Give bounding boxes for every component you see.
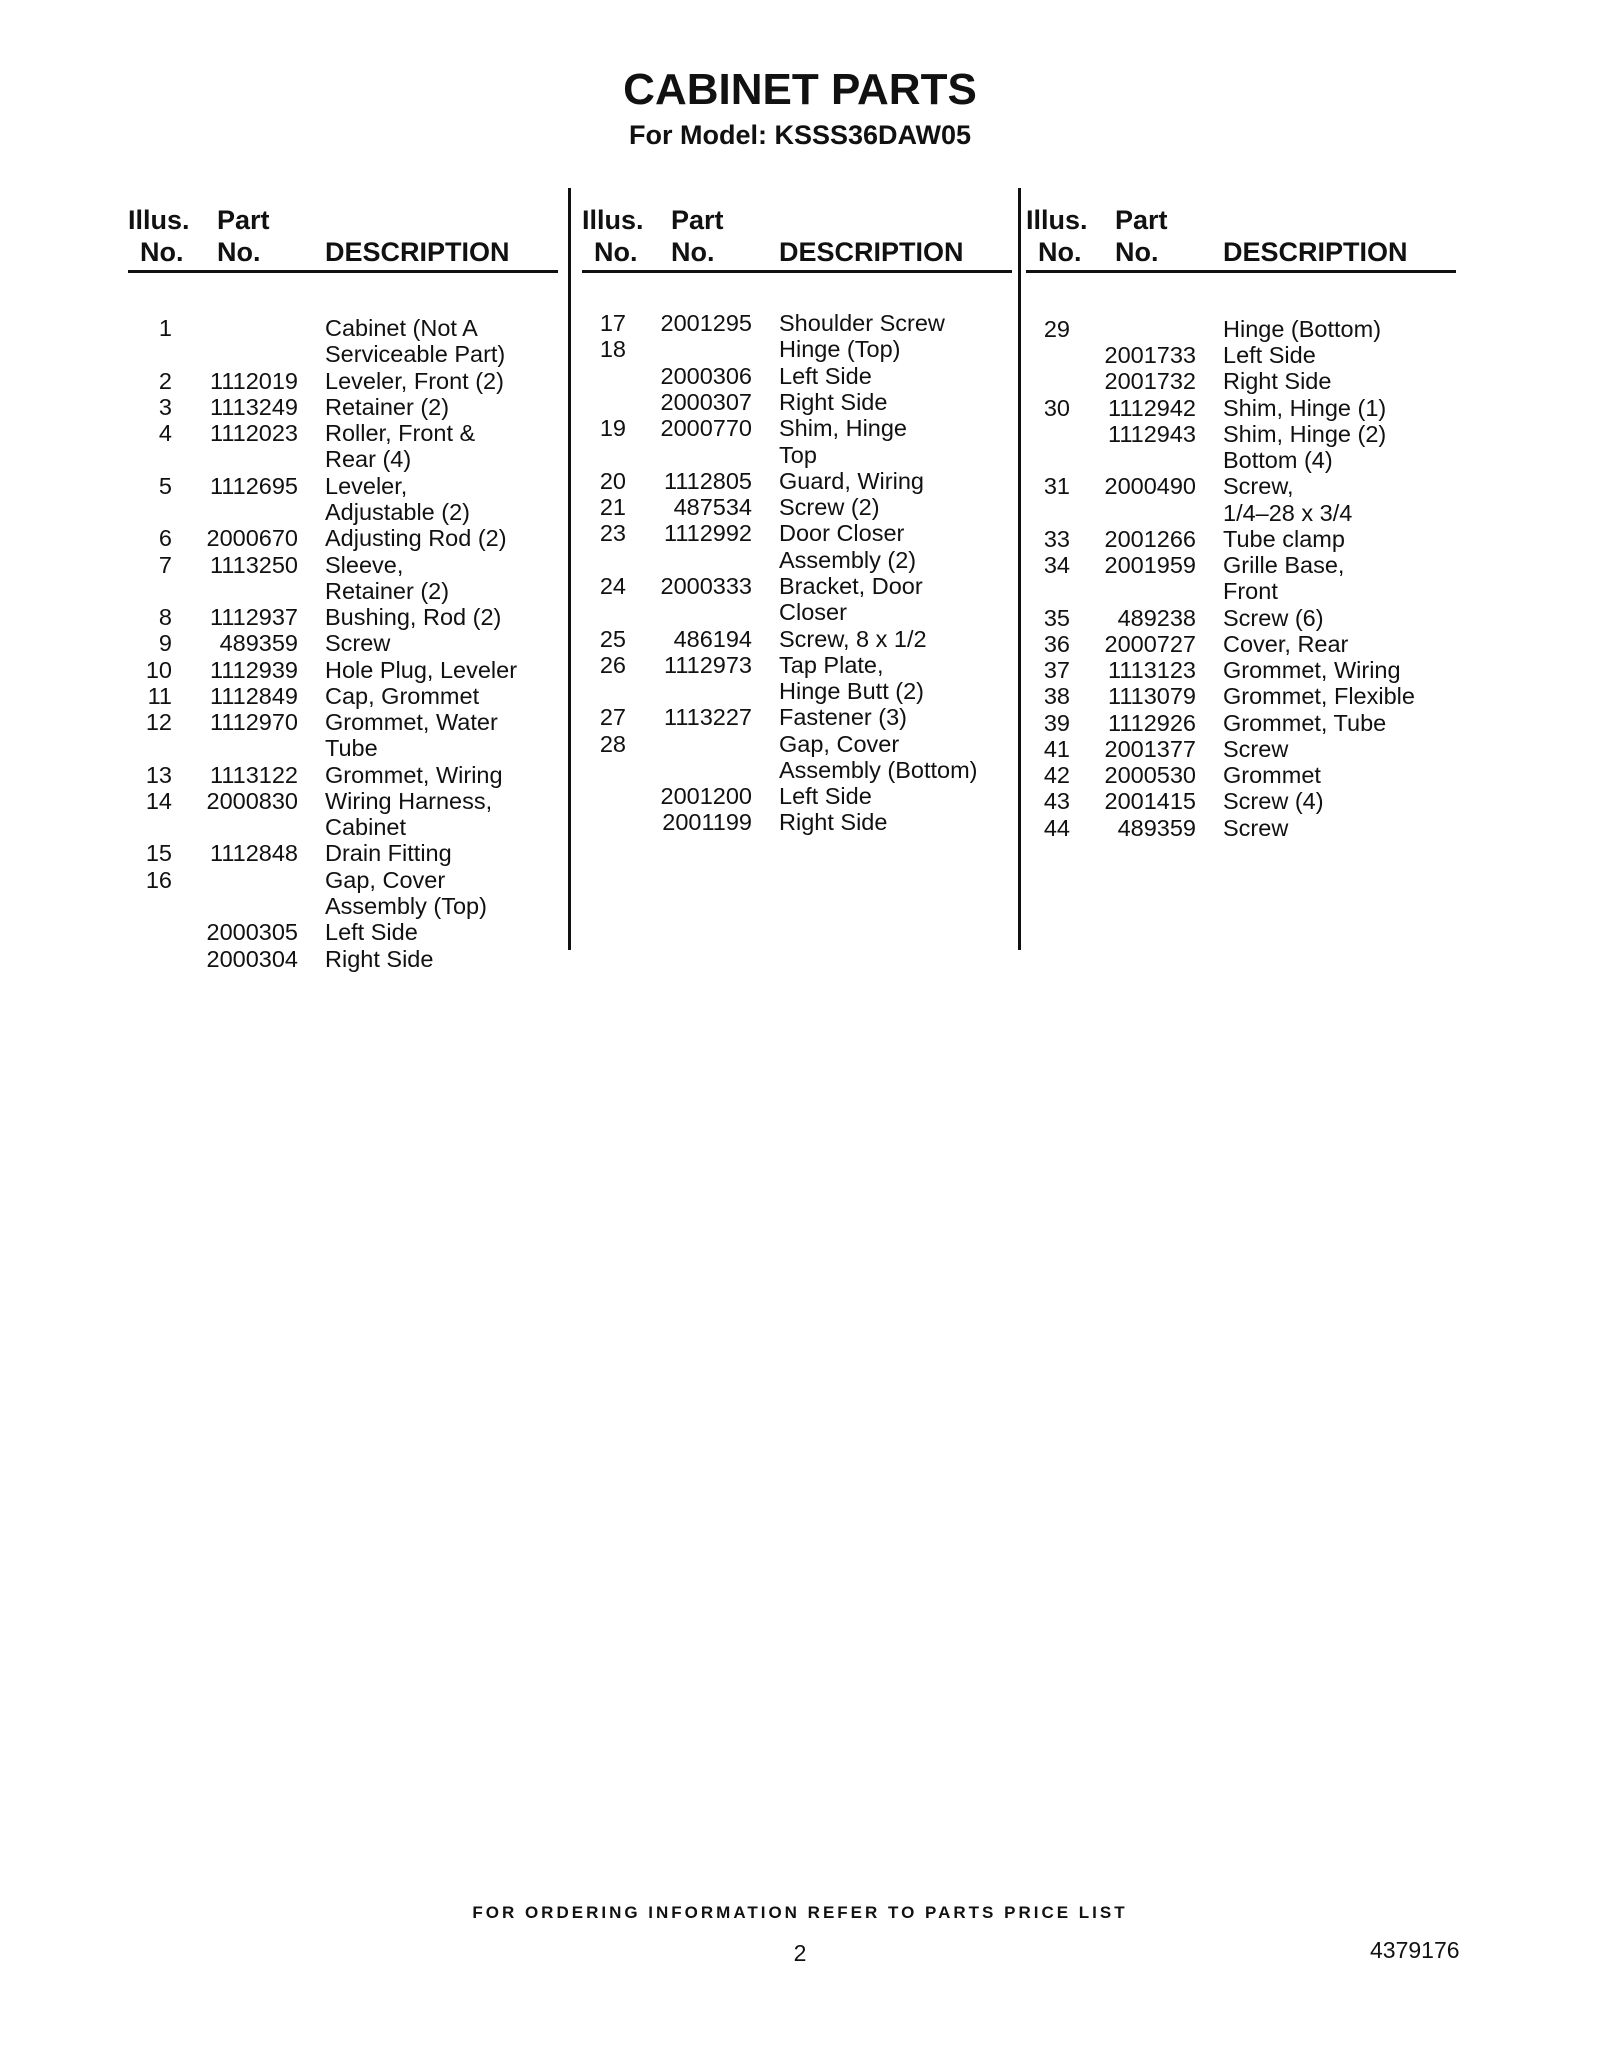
part-description: Closer <box>779 599 847 625</box>
illus-number: 17 <box>599 310 626 336</box>
part-number: 2001200 <box>660 783 752 809</box>
part-number: 2001415 <box>1104 788 1196 814</box>
part-description: Adjusting Rod (2) <box>325 525 507 551</box>
part-description: Bracket, Door <box>779 573 923 599</box>
illus-number: 1 <box>158 315 172 341</box>
part-description: Screw <box>1223 736 1289 762</box>
part-number: 2000727 <box>1104 631 1196 657</box>
part-number: 2001377 <box>1104 736 1196 762</box>
part-number: 1112939 <box>210 657 298 683</box>
part-number: 1112970 <box>210 709 298 735</box>
illus-number: 37 <box>1043 657 1070 683</box>
illus-number: 5 <box>158 473 172 499</box>
illus-number: 19 <box>599 415 626 441</box>
illus-number: 29 <box>1043 316 1070 342</box>
part-description: Hole Plug, Leveler <box>325 657 518 683</box>
illus-number: 10 <box>145 657 172 683</box>
part-number: 2000307 <box>660 389 752 415</box>
part-description: Screw <box>325 630 391 656</box>
illus-number: 44 <box>1043 815 1070 841</box>
part-number: 2000530 <box>1104 762 1196 788</box>
part-number: 2001733 <box>1104 342 1196 368</box>
part-number: 1113122 <box>210 762 298 788</box>
header-underline <box>582 270 1012 273</box>
header-part-label: Part <box>671 205 724 235</box>
part-description: Grommet, Flexible <box>1223 683 1415 709</box>
part-number: 2001266 <box>1104 526 1196 552</box>
part-description: Right Side <box>779 389 888 415</box>
illus-number: 39 <box>1043 710 1070 736</box>
part-number: 1112805 <box>664 468 752 494</box>
part-number: 489359 <box>219 630 298 656</box>
header-description: DESCRIPTION <box>1223 237 1408 267</box>
document-number: 4379176 <box>1370 1937 1460 1963</box>
part-description: Tap Plate, <box>779 652 884 678</box>
header-part-no: No. <box>1115 237 1159 267</box>
part-description: Shim, Hinge <box>779 415 907 441</box>
part-number: 1113227 <box>664 704 752 730</box>
ordering-footer: FOR ORDERING INFORMATION REFER TO PARTS PRICE LIST <box>472 1903 1128 1922</box>
part-number: 2001732 <box>1104 368 1196 394</box>
illus-number: 11 <box>147 683 172 709</box>
illus-number: 18 <box>599 336 626 362</box>
illus-number: 23 <box>599 520 626 546</box>
part-description: Tube clamp <box>1223 526 1345 552</box>
part-description: Hinge (Bottom) <box>1223 316 1382 342</box>
part-number: 1112849 <box>210 683 298 709</box>
header-illus-label: Illus. <box>1026 205 1088 235</box>
part-description: Hinge (Top) <box>779 336 901 362</box>
illus-number: 43 <box>1043 788 1070 814</box>
header-part-label: Part <box>1115 205 1168 235</box>
part-number: 1113250 <box>210 552 298 578</box>
part-description: Wiring Harness, <box>325 788 493 814</box>
part-number: 2000830 <box>206 788 298 814</box>
model-subtitle: For Model: KSSS36DAW05 <box>628 120 972 150</box>
part-number: 489238 <box>1117 605 1196 631</box>
part-description: Grommet <box>1223 762 1321 788</box>
illus-number: 3 <box>158 394 172 420</box>
part-number: 2000670 <box>206 525 298 551</box>
part-description: Door Closer <box>779 520 905 546</box>
illus-number: 25 <box>599 626 626 652</box>
illus-number: 8 <box>158 604 172 630</box>
illus-number: 35 <box>1043 605 1070 631</box>
illus-number: 20 <box>599 468 626 494</box>
header-illus-no: No. <box>140 237 184 267</box>
illus-number: 26 <box>599 652 626 678</box>
part-description: Retainer (2) <box>325 578 450 604</box>
part-number: 486194 <box>673 626 752 652</box>
part-number: 2000490 <box>1104 473 1196 499</box>
part-description: Right Side <box>1223 368 1332 394</box>
part-description: Serviceable Part) <box>325 341 506 367</box>
part-description: Bottom (4) <box>1223 447 1333 473</box>
part-description: Grommet, Wiring <box>1223 657 1401 683</box>
illus-number: 28 <box>599 731 626 757</box>
part-description: Cap, Grommet <box>325 683 480 709</box>
illus-number: 41 <box>1043 736 1070 762</box>
part-description: Assembly (Top) <box>325 893 487 919</box>
part-description: Guard, Wiring <box>779 468 924 494</box>
header-description: DESCRIPTION <box>325 237 510 267</box>
part-description: Assembly (2) <box>779 547 917 573</box>
part-number: 2000306 <box>660 363 752 389</box>
header-description: DESCRIPTION <box>779 237 964 267</box>
illus-number: 30 <box>1043 395 1070 421</box>
part-description: Roller, Front & <box>325 420 476 446</box>
header-underline <box>128 270 558 273</box>
header-illus-no: No. <box>594 237 638 267</box>
part-number: 489359 <box>1117 815 1196 841</box>
header-part-label: Part <box>217 205 270 235</box>
column-divider <box>568 188 571 950</box>
page-number: 2 <box>793 1940 807 1966</box>
part-number: 1113123 <box>1108 657 1196 683</box>
part-number: 1112992 <box>664 520 752 546</box>
illus-number: 16 <box>145 867 172 893</box>
part-description: Right Side <box>779 809 888 835</box>
part-description: Sleeve, <box>325 552 404 578</box>
part-number: 1113249 <box>210 394 298 420</box>
illus-number: 12 <box>145 709 172 735</box>
header-part-no: No. <box>217 237 261 267</box>
part-description: Cover, Rear <box>1223 631 1349 657</box>
part-number: 1112937 <box>210 604 298 630</box>
part-number: 1112942 <box>1108 395 1196 421</box>
illus-number: 27 <box>599 704 626 730</box>
illus-number: 34 <box>1043 552 1070 578</box>
part-description: Right Side <box>325 946 434 972</box>
illus-number: 36 <box>1043 631 1070 657</box>
illus-number: 7 <box>158 552 172 578</box>
part-description: Leveler, Front (2) <box>325 368 504 394</box>
part-description: Screw (2) <box>779 494 880 520</box>
part-description: Grommet, Wiring <box>325 762 503 788</box>
part-number: 2001959 <box>1104 552 1196 578</box>
part-number: 1112023 <box>210 420 298 446</box>
header-illus-label: Illus. <box>128 205 190 235</box>
part-number: 1112019 <box>210 368 298 394</box>
part-number: 1112926 <box>1108 710 1196 736</box>
header-part-no: No. <box>671 237 715 267</box>
header-illus-label: Illus. <box>582 205 644 235</box>
part-description: Screw, <box>1223 473 1294 499</box>
part-number: 2000333 <box>660 573 752 599</box>
part-description: Left Side <box>325 919 418 945</box>
part-number: 2001199 <box>662 809 752 835</box>
part-description: Cabinet <box>325 814 406 840</box>
illus-number: 33 <box>1043 526 1070 552</box>
part-number: 1112943 <box>1108 421 1196 447</box>
part-description: Grommet, Water <box>325 709 498 735</box>
part-number: 487534 <box>673 494 752 520</box>
part-description: Shim, Hinge (2) <box>1223 421 1387 447</box>
part-description: Cabinet (Not A <box>325 315 478 341</box>
part-description: Screw <box>1223 815 1289 841</box>
header-illus-no: No. <box>1038 237 1082 267</box>
part-description: Rear (4) <box>325 446 412 472</box>
illus-number: 14 <box>145 788 172 814</box>
illus-number: 6 <box>158 525 172 551</box>
part-description: Left Side <box>779 363 872 389</box>
part-description: Bushing, Rod (2) <box>325 604 502 630</box>
part-description: Retainer (2) <box>325 394 450 420</box>
part-description: Assembly (Bottom) <box>779 757 978 783</box>
part-description: Gap, Cover <box>325 867 446 893</box>
column-divider <box>1018 188 1021 950</box>
illus-number: 2 <box>158 368 172 394</box>
illus-number: 15 <box>145 840 172 866</box>
illus-number: 21 <box>599 494 626 520</box>
part-description: Screw (6) <box>1223 605 1324 631</box>
part-description: Grille Base, <box>1223 552 1345 578</box>
part-description: Screw (4) <box>1223 788 1324 814</box>
part-number: 2000770 <box>660 415 752 441</box>
part-description: Fastener (3) <box>779 704 907 730</box>
illus-number: 38 <box>1043 683 1070 709</box>
part-description: Gap, Cover <box>779 731 900 757</box>
part-number: 1112848 <box>210 840 298 866</box>
illus-number: 4 <box>158 420 172 446</box>
illus-number: 42 <box>1043 762 1070 788</box>
part-description: Left Side <box>779 783 872 809</box>
part-description: Left Side <box>1223 342 1316 368</box>
part-description: Grommet, Tube <box>1223 710 1387 736</box>
illus-number: 9 <box>158 630 172 656</box>
part-description: Drain Fitting <box>325 840 452 866</box>
header-underline <box>1026 270 1456 273</box>
part-description: Leveler, <box>325 473 408 499</box>
part-description: Adjustable (2) <box>325 499 470 525</box>
page-title: CABINET PARTS <box>623 65 977 114</box>
part-number: 1112695 <box>210 473 298 499</box>
part-number: 1113079 <box>1108 683 1196 709</box>
part-description: Top <box>779 442 817 468</box>
illus-number: 13 <box>145 762 172 788</box>
part-description: Shim, Hinge (1) <box>1223 395 1387 421</box>
part-description: Front <box>1223 578 1278 604</box>
part-description: 1/4–28 x 3/4 <box>1223 500 1353 526</box>
part-number: 2000304 <box>206 946 298 972</box>
part-description: Screw, 8 x 1/2 <box>779 626 927 652</box>
part-description: Tube <box>325 735 378 761</box>
illus-number: 24 <box>599 573 626 599</box>
part-description: Hinge Butt (2) <box>779 678 924 704</box>
illus-number: 31 <box>1043 473 1070 499</box>
part-description: Shoulder Screw <box>779 310 945 336</box>
part-number: 2001295 <box>660 310 752 336</box>
part-number: 2000305 <box>206 919 298 945</box>
part-number: 1112973 <box>664 652 752 678</box>
